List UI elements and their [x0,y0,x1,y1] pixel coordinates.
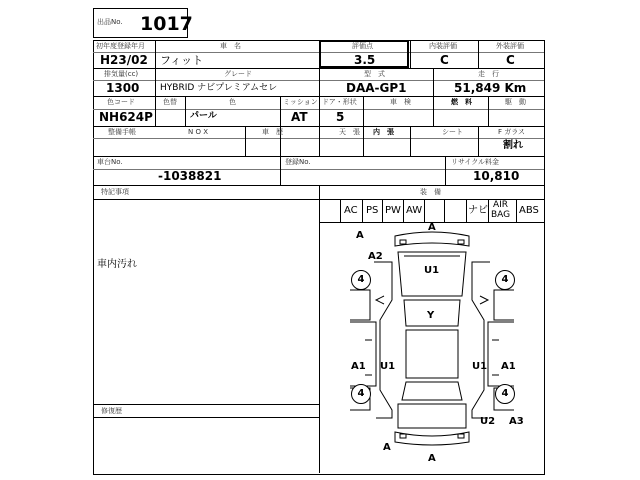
wheel-rear-left: 4 [351,384,371,404]
history-label: 車 歴 [262,128,283,136]
mission-value: AT [291,110,308,124]
exterior-grade-value: C [506,53,515,67]
notes-text: 車内汚れ [97,259,137,270]
nox-label: N O X [188,128,208,136]
score-label: 評価点 [352,42,373,50]
mark-rear-left-a1: A1 [351,361,366,372]
drive-label: 駆 動 [505,98,526,106]
mark-roof: Y [427,310,435,321]
glass-value: 割れ [503,140,523,151]
lot-label: 出品No. [97,18,123,26]
recycle-value: 10,810 [473,169,520,183]
displacement-label: 排気量(cc) [104,70,139,78]
glass-label: F ガラス [498,128,526,136]
seat-label: シート [442,128,463,136]
mark-rear-right-u1: U1 [472,361,488,372]
reg-date-label: 初年度登録年月 [96,42,145,50]
reg-date-value: H23/02 [100,53,148,67]
mark-front-bumper: A [428,222,436,233]
car-name-label: 車 名 [220,42,241,50]
displacement-value: 1300 [106,81,140,95]
mark-hood: U1 [424,265,440,276]
model-value: DAA-GP1 [346,81,407,95]
car-name-value: フィット [160,54,204,67]
repair-history-label: 修復歴 [101,407,122,415]
fuel-label: 燃 料 [451,98,472,106]
mark-rear-a3: A3 [509,416,524,427]
mark-rear-left-corner: A [383,442,391,453]
exterior-grade-label: 外装評価 [496,42,524,50]
mission-label: ミッション [283,98,318,106]
chassis-value: -1038821 [158,169,222,183]
mark-rear-left-u1: U1 [380,361,396,372]
equip-airbag-top: AIR [493,200,509,210]
interior-grade-label: 内装評価 [429,42,457,50]
mark-front-left: A [356,230,364,241]
mileage-value: 51,849 Km [454,81,527,95]
color-value: パール [190,111,217,121]
equip-airbag-bottom: BAG [491,210,511,220]
equip-pw: PW [385,205,401,216]
equip-ac: AC [344,205,358,216]
grade-label: グレード [224,70,252,78]
equipment-label: 装 備 [420,188,441,196]
manual-label: 整備手帳 [108,128,136,136]
door-shape-label: ドア・形状 [322,98,357,106]
reg-number-label: 登録No. [285,158,311,166]
wheel-rear-right: 4 [495,384,515,404]
wheel-front-left: 4 [351,270,371,290]
mileage-label: 走 行 [478,70,499,78]
score-value: 3.5 [354,53,376,67]
color-code-label: 色コード [107,98,135,106]
door-shape-value: 5 [336,110,345,124]
mark-rear-bumper: A [428,453,436,464]
equip-abs: ABS [519,205,539,216]
inner-lining-label: 内 張 [373,128,394,136]
chassis-label: 車台No. [97,158,123,166]
model-label: 型 式 [364,70,385,78]
color-change-label: 色替 [163,98,177,106]
roof-lining-label: 天 張 [339,128,360,136]
lot-number: 1017 [140,13,193,35]
interior-grade-value: C [440,53,449,67]
recycle-label: リサイクル料金 [451,158,500,166]
mark-rear-right-a1: A1 [501,361,516,372]
wheel-front-right: 4 [495,270,515,290]
color-code-value: NH624P [99,110,153,124]
mark-rear-u2: U2 [480,416,496,427]
equip-ps: PS [366,205,379,216]
equip-navi: ナビ [468,205,488,216]
inspection-label: 車 検 [390,98,411,106]
grade-value: HYBRID ナビプレミアムセレ [160,83,278,93]
equip-aw: AW [406,205,423,216]
color-label: 色 [229,98,236,106]
mark-left-fender: A2 [368,251,383,262]
notes-label: 特記事項 [101,188,129,196]
